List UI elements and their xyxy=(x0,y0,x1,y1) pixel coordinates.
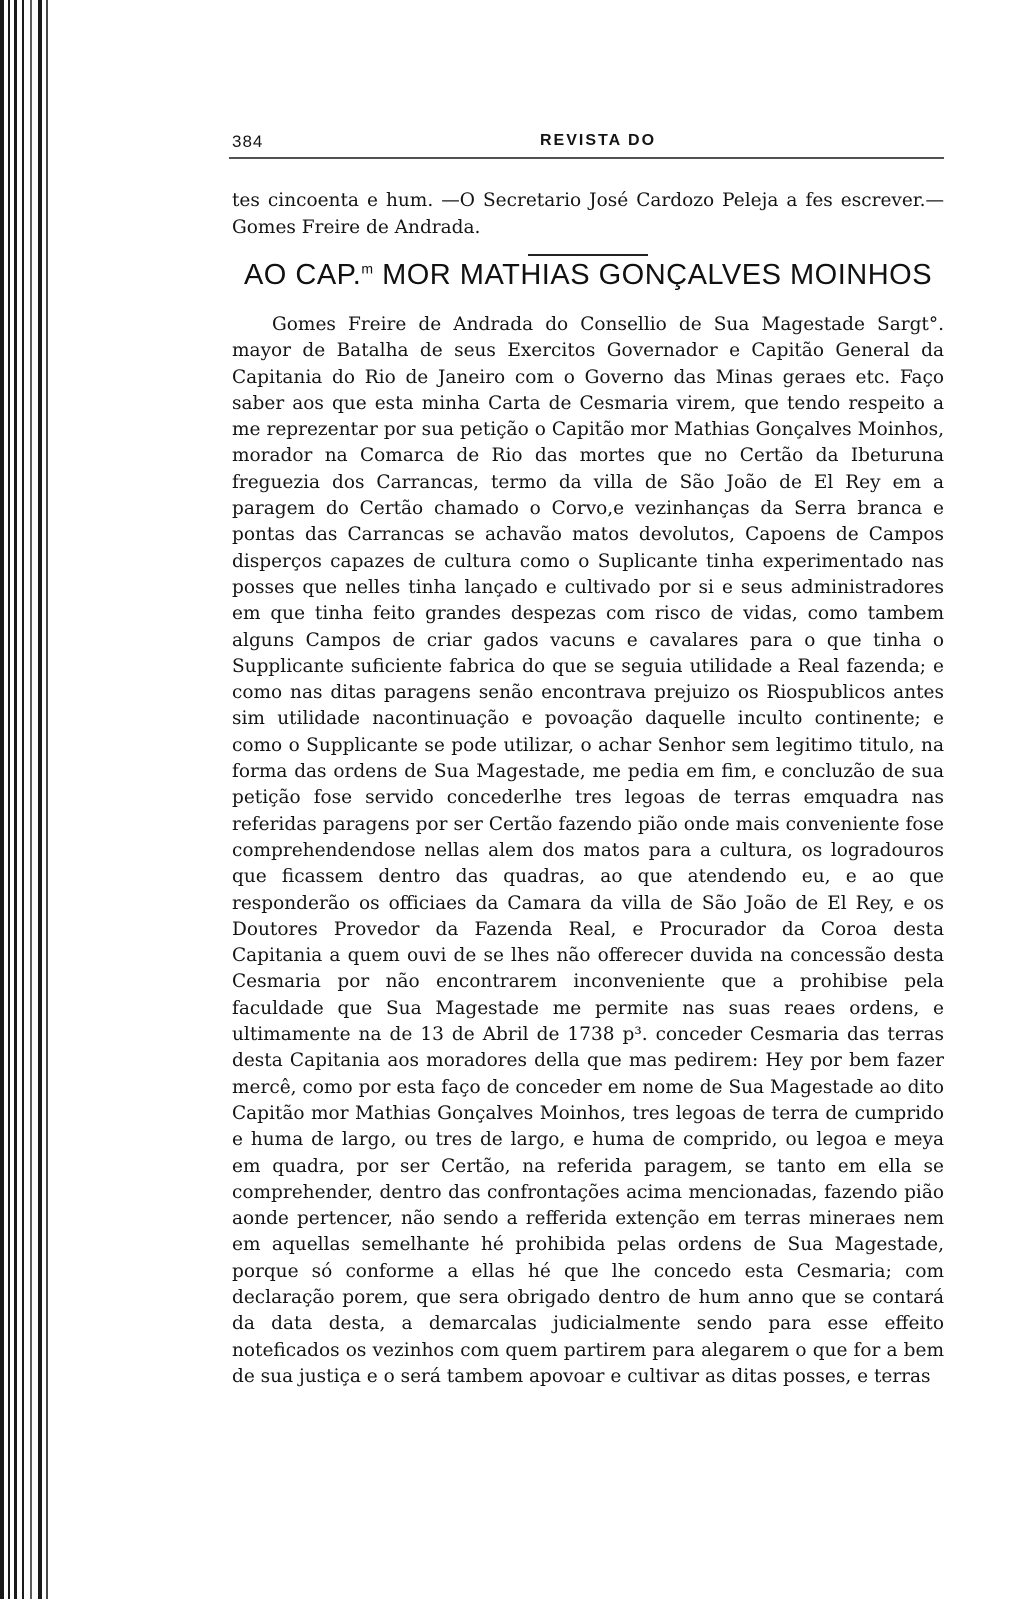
section-heading xyxy=(232,259,944,292)
book-page xyxy=(232,128,944,1390)
running-head: REVISTA DO xyxy=(540,132,657,149)
body-text: Gomes Freire de Andrada do Consellio de Sua Magestade Sargt°. mayor de Batalha de seus Exercitos Governador e Capitão General da Capitania do Rio de Janeiro com o Governo das Minas geraes etc. Faço saber aos que esta minha Carta de Cesmaria virem, que tendo respeito a me reprezentar por sua petição o Capitão mor Mathias Gonçalves Moinhos, morador na Comarca de Rio das mortes que no Certão da Ibeturuna freguezia dos Carrancas, termo da villa de São João de El Rey em a paragem do Certão chamado o Corvo,e vezinhanças da Serra branca e pontas das Carrancas se achavão matos devolutos, Capoens de Campos disperços capazes de cultura como o Suplicante tinha experimentado nas posses que nelles tinha lançado e cultivado por si e seus administradores em que tinha feito grandes despezas com risco de vidas, como tambem alguns Campos de criar gados vacuns e cavalares para o que tinha o Supplicante suficiente fabrica do que se seguia utilidade a Real fazenda; e como nas ditas paragens senão encontrava prejuizo os Riospublicos antes sim utilidade nacontinuação e povoação daquelle inculto continente; e como o Supplicante se pode utilizar, o achar Senhor sem legitimo titulo, na forma das ordens de Sua Magestade, me pedia em fim, e concluzão de sua petição fose servido concederlhe tres legoas de terras emquadra nas referidas paragens por ser Certão fazendo pião onde mais conveniente fose comprehendendose nellas alem dos matos para a cultura, os logradouros que ficassem dentro das quadras, ao que atendendo eu, e ao que responderão os officiaes da Camara da villa de São João de El Rey, e os Doutores Provedor da Fazenda Real, e Procurador da Coroa desta Capitania a quem ouvi de se lhes não offerecer duvida na concessão desta Cesmaria por não encontrarem inconveniente que a prohibise pela faculdade que Sua Magestade me permite nas suas reaes ordens, e ultimamente na de 13 de Abril de 1738 p³. conceder Cesmaria das terras desta Capitania aos moradores della que mas pedirem: Hey por bem fazer mercê, como por esta faço de conceder em nome de Sua Magestade ao dito Capitão mor Mathias Gonçalves Moinhos, tres legoas de terra de cumprido e huma de largo, ou tres de largo, e huma de comprido, ou legoa e meya em quadra, por ser Certão, na referida paragem, se tanto em ella se comprehender, dentro das confrontações acima mencionadas, fazendo pião aonde pertencer, não sendo a refferida extenção em terras mineraes nem em aquellas semelhante hé prohibida pelas ordens de Sua Magestade, porque só conforme a ellas hé que lhe concedo esta Cesmaria; com declaração porem, que sera obrigado dentro de hum anno que se contará da data desta, a demarcalas judicialmente sendo para esse effeito noteficados os vezinhos com quem partirem para alegarem o que for a bem de sua justiça e o será tambem apovoar e cultivar as ditas posses, e terras xyxy=(232,314,944,1387)
heading-superscript: m xyxy=(361,260,374,277)
carryover-paragraph xyxy=(232,187,944,241)
body-paragraph xyxy=(232,312,944,1390)
page-number: 384 xyxy=(232,132,264,151)
scan-binding-edge xyxy=(0,0,52,1599)
page-header xyxy=(232,128,944,154)
heading-text-start: AO CAP. xyxy=(243,259,362,291)
section-separator xyxy=(528,254,648,256)
carryover-text: tes cincoenta e hum. —O Secretario José Cardozo Peleja a fes escrever.— Gomes Freire de Andrada. xyxy=(232,190,944,238)
heading-text-end: MOR MATHIAS GONÇALVES MOINHOS xyxy=(373,259,933,291)
header-rule xyxy=(229,157,944,159)
